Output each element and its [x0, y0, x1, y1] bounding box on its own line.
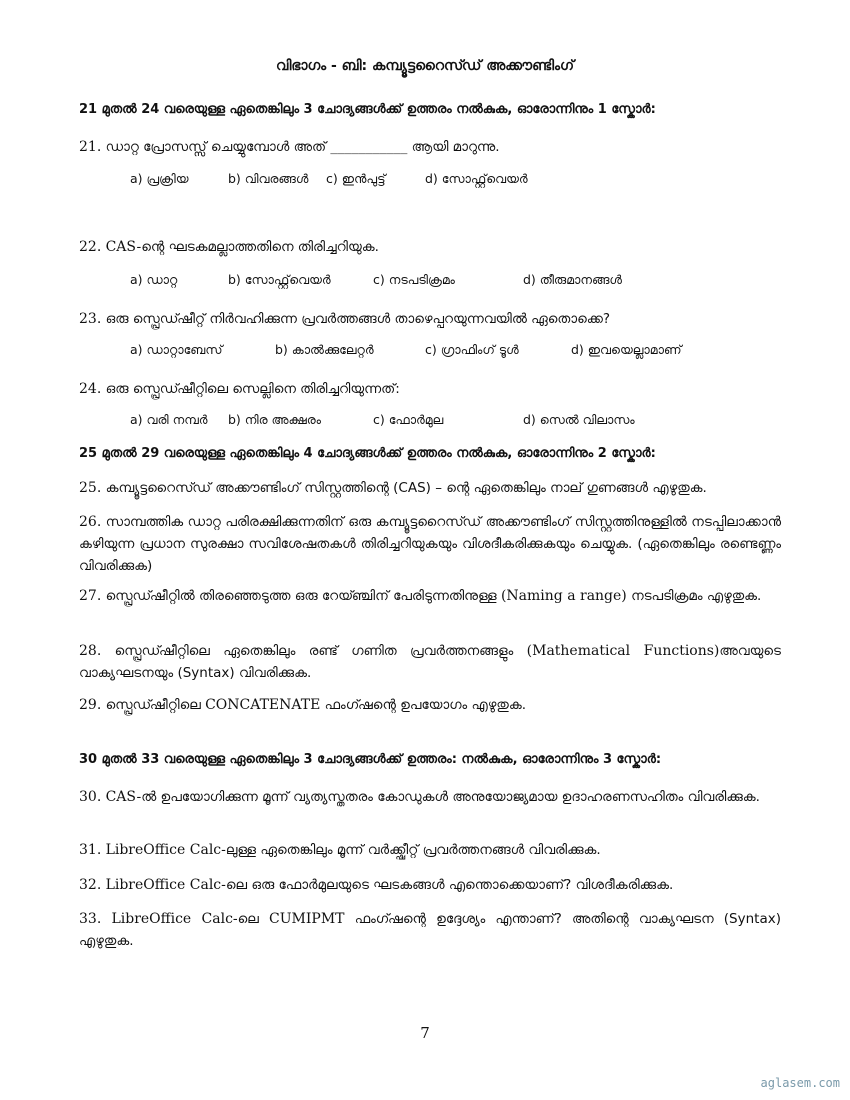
question-text: ആയി മാറുന്നു.	[411, 139, 500, 155]
option-b: b) കാൽക്കുലേറ്റർ	[275, 342, 374, 357]
question-text: ഒരു സ്പ്രെഡ്ഷീറ്റിലെ സെല്ലിനെ തിരിച്ചറിയുന്നത്:	[105, 381, 400, 397]
question-number: 32.	[79, 877, 102, 893]
option-a: a) വരി നമ്പർ	[130, 412, 208, 427]
option-a: a) ഡാറ്റ	[130, 272, 178, 287]
question-31: 31. LibreOffice Calc-ലുള്ള ഏതെങ്കിലും മൂന്ന് വർക്ക്ഷീറ്റ് പ്രവർത്തനങ്ങൾ വിവരിക്കുക.	[79, 842, 601, 858]
instruction-3-score: 30 മുതൽ 33 വരെയുള്ള ഏതെങ്കിലും 3 ചോദ്യങ്ങൾക്ക് ഉത്തരം: നൽകുക, ഓരോന്നിനും 3 സ്കോർ:	[79, 752, 662, 767]
question-number: 23.	[79, 311, 102, 327]
question-21	[79, 136, 781, 158]
answer-blank: ___________	[330, 139, 408, 155]
question-26	[79, 511, 781, 577]
option-c: c) നടപടിക്രമം	[373, 272, 455, 287]
option-c: c) ഫോർമുല	[373, 412, 444, 427]
question-33: 33. LibreOffice Calc-ലെ CUMIPMT ഫംഗ്ഷന്റെ ഉദ്ദേശ്യം എന്താണ്? അതിന്റെ വാക്യഘടന (Syntax) എഴുതുക.	[79, 911, 781, 949]
question-number: 28.	[79, 643, 102, 659]
question-29: 29. സ്പ്രെഡ്ഷീറ്റിലെ CONCATENATE ഫംഗ്ഷന്റെ ഉപയോഗം എഴുതുക.	[79, 697, 526, 713]
question-number: 26.	[79, 514, 102, 530]
question-text: കമ്പ്യൂട്ടറൈസ്ഡ് അക്കൗണ്ടിംഗ് സിസ്റ്റത്തിന്റെ (CAS) – ന്റെ ഏതെങ്കിലും നാല് ഗുണങ്ങൾ എഴുതുക.	[105, 480, 707, 496]
question-text: ന്റെ ഘടകമല്ലാത്തതിനെ തിരിച്ചറിയുക.	[141, 239, 379, 255]
option-b: b) വിവരങ്ങൾ	[228, 171, 309, 186]
question-30: 30. CAS-ൽ ഉപയോഗിക്കുന്ന മൂന്ന് വ്യത്യസ്തതരം കോഡുകൾ അനുയോജ്യമായ ഉദാഹരണസഹിതം വിവരിക്കുക.	[79, 789, 760, 805]
question-text: ൽ ഉപയോഗിക്കുന്ന മൂന്ന് വ്യത്യസ്തതരം കോഡുകൾ അനുയോജ്യമായ ഉദാഹരണസഹിതം വിവരിക്കുക.	[141, 789, 760, 805]
watermark: aglasem.com	[760, 1076, 840, 1090]
question-32: 32. LibreOffice Calc-ലെ ഒരു ഫോർമുലയുടെ ഘടകങ്ങൾ എന്തൊക്കെയാണ്? വിശദീകരിക്കുക.	[79, 877, 674, 893]
question-text: സ്പ്രെഡ്ഷീറ്റിൽ തിരഞ്ഞെടുത്ത ഒരു റേയ്ഞ്ചിന് പേരിടുന്നതിനുള്ള	[105, 588, 497, 604]
option-d: d) സെൽ വിലാസം	[523, 412, 635, 427]
question-number: 33.	[79, 911, 102, 927]
question-23	[79, 308, 781, 330]
question-25	[79, 477, 781, 499]
question-number: 21.	[79, 139, 102, 155]
question-number: 24.	[79, 381, 102, 397]
option-d: d) ഇവയെല്ലാമാണ്	[571, 342, 682, 357]
question-number: 30.	[79, 789, 102, 805]
question-text: ലെ ഒരു ഫോർമുലയുടെ ഘടകങ്ങൾ എന്തൊക്കെയാണ്? വിശദീകരിക്കുക.	[225, 877, 674, 893]
instruction-1-score: 21 മുതൽ 24 വരെയുള്ള ഏതെങ്കിലും 3 ചോദ്യങ്ങൾക്ക് ഉത്തരം നൽകുക, ഓരോന്നിനും 1 സ്കോർ:	[79, 102, 656, 117]
option-b: b) സോഫ്റ്റ്‌വെയർ	[228, 272, 331, 287]
question-27: 27. സ്പ്രെഡ്ഷീറ്റിൽ തിരഞ്ഞെടുത്ത ഒരു റേയ്ഞ്ചിന് പേരിടുന്നതിനുള്ള (Naming a range) നടപടിക്രമം എഴുതുക.	[79, 588, 762, 604]
question-text: നടപടിക്രമം എഴുതുക.	[631, 588, 762, 604]
section-title: വിഭാഗം - ബി: കമ്പ്യൂട്ടറൈസ്ഡ് അക്കൗണ്ടിംഗ്	[276, 58, 574, 74]
question-text: ഫംഗ്ഷന്റെ ഉപയോഗം എഴുതുക.	[324, 697, 526, 713]
question-text: ഡാറ്റ പ്രോസസ്സ് ചെയ്യുമ്പോൾ അത്	[105, 139, 327, 155]
option-a: a) പ്രക്രിയ	[130, 171, 189, 186]
option-c: c) ഗ്രാഫിംഗ് ടൂൾ	[425, 342, 519, 357]
question-24	[79, 378, 781, 400]
question-text: ലെ	[237, 911, 259, 927]
question-number: 31.	[79, 842, 102, 858]
question-text: ഫംഗ്ഷന്റെ ഉദ്ദേശ്യം എന്താണ്? അതിന്റെ വാക്യഘടന (Syntax) എഴുതുക.	[79, 911, 781, 949]
instruction-2-score: 25 മുതൽ 29 വരെയുള്ള ഏതെങ്കിലും 4 ചോദ്യങ്ങൾക്ക് ഉത്തരം നൽകുക, ഓരോന്നിനും 2 സ്കോർ:	[79, 446, 656, 461]
question-text: ലുള്ള ഏതെങ്കിലും മൂന്ന് വർക്ക്ഷീറ്റ് പ്രവർത്തനങ്ങൾ വിവരിക്കുക.	[225, 842, 601, 858]
question-text: സ്പ്രെഡ്ഷീറ്റിലെ	[105, 697, 201, 713]
question-number: 29.	[79, 697, 102, 713]
question-number: 27.	[79, 588, 102, 604]
option-d: d) തീരുമാനങ്ങൾ	[523, 272, 622, 287]
question-22: 22. CAS-ന്റെ ഘടകമല്ലാത്തതിനെ തിരിച്ചറിയുക.	[79, 239, 379, 255]
option-d: d) സോഫ്റ്റ്‌വെയർ	[425, 171, 528, 186]
question-text: ഒരു സ്പ്രെഡ്ഷീറ്റ് നിർവഹിക്കുന്ന പ്രവർത്തങ്ങൾ താഴെപ്പറയുന്നവയിൽ ഏതൊക്കെ?	[105, 311, 611, 327]
option-c: c) ഇൻപുട്ട്	[326, 171, 386, 186]
question-number: 22.	[79, 239, 102, 255]
option-b: b) നിര അക്ഷരം	[228, 412, 321, 427]
option-a: a) ഡാറ്റാബേസ്	[130, 342, 223, 357]
question-text: സാമ്പത്തിക ഡാറ്റ പരിരക്ഷിക്കുന്നതിന് ഒരു കമ്പ്യൂട്ടറൈസ്ഡ് അക്കൗണ്ടിംഗ് സിസ്റ്റത്തിനുള്ളിൽ നടപ്പിലാക്കാൻ കഴിയുന്ന പ്രധാന സുരക്ഷാ സവിശേഷതകൾ തിരിച്ചറിയുകയും വിശദീകരിക്കുകയും ചെയ്യുക. (ഏതെങ്കിലും രണ്ടെണ്ണം വിവരിക്കുക)	[79, 514, 782, 574]
question-text: അവയുടെ വാക്യഘടനയും (Syntax) വിവരിക്കുക.	[79, 643, 782, 681]
question-number: 25.	[79, 480, 102, 496]
question-text: സ്പ്രെഡ്ഷീറ്റിലെ ഏതെങ്കിലും രണ്ട് ഗണിത പ്രവർത്തനങ്ങളും	[114, 643, 514, 659]
page-number: 7	[420, 1024, 430, 1042]
question-28: 28. സ്പ്രെഡ്ഷീറ്റിലെ ഏതെങ്കിലും രണ്ട് ഗണിത പ്രവർത്തനങ്ങളും (Mathematical Functions)അവയുടെ വാക്യഘടനയും (Syntax) വിവരിക്കുക.	[79, 643, 782, 681]
